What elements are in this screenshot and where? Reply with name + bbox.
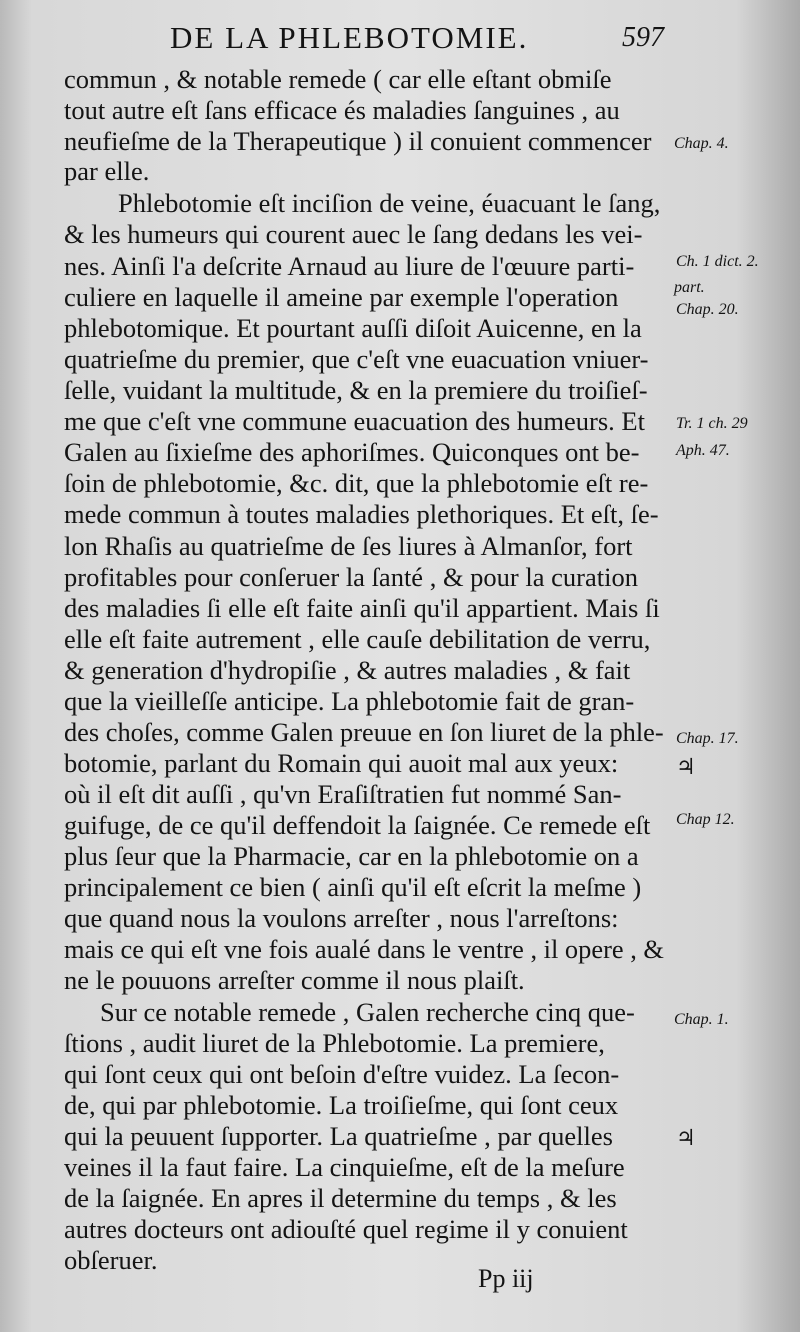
text-line: commun , & notable remede ( car elle eſtant obmiſe — [64, 64, 612, 94]
margin-note: Chap. 17. — [676, 730, 739, 747]
text-line: des maladies ſi elle eſt faite ainſi qu'il appartient. Mais ſi — [64, 593, 660, 623]
running-head-title: DE LA PHLEBOTOMIE. — [170, 20, 529, 55]
text-line: & generation d'hydropiſie , & autres maladies , & fait — [64, 655, 631, 685]
text-line: autres docteurs ont adiouſté quel regime il y conuient — [64, 1214, 628, 1244]
text-line: mais ce qui eſt vne fois aualé dans le ventre , il opere , & — [64, 934, 664, 964]
signature-mark: Pp iij — [478, 1264, 534, 1293]
margin-note: Chap. 4. — [674, 135, 729, 152]
text-line: qui la peuuent ſupporter. La quatrieſme , par quelles — [64, 1121, 613, 1151]
text-line: que la vieilleſſe anticipe. La phlebotomie fait de gran- — [64, 686, 635, 716]
margin-note: part. — [674, 279, 705, 296]
margin-note: Aph. 47. — [676, 442, 730, 459]
text-line: par elle. — [64, 156, 150, 186]
jupiter-symbol-icon: ♃ — [676, 1126, 696, 1151]
text-line: tout autre eſt ſans efficace és maladies ſanguines , au — [64, 95, 620, 125]
text-line: botomie, parlant du Romain qui auoit mal aux yeux: — [64, 748, 619, 778]
text-line: quatrieſme du premier, que c'eſt vne euacuation vniuer- — [64, 344, 649, 374]
text-line: elle eſt faite autrement , elle cauſe debilitation de verru, — [64, 624, 651, 654]
margin-note: Ch. 1 dict. 2. — [676, 253, 759, 270]
margin-note: Chap. 20. — [676, 301, 739, 318]
text-line: culiere en laquelle il ameine par exemple l'operation — [64, 282, 619, 312]
text-line: Galen au ſixieſme des aphoriſmes. Quiconques ont be- — [64, 437, 640, 467]
text-line: que quand nous la voulons arreſter , nous l'arreſtons: — [64, 903, 619, 933]
text-line: ne le pouuons arreſter comme il nous plaiſt. — [64, 965, 525, 995]
text-line: ſtions , audit liuret de la Phlebotomie. La premiere, — [64, 1028, 605, 1058]
jupiter-symbol-icon: ♃ — [676, 755, 696, 780]
margin-note: Chap. 1. — [674, 1011, 729, 1028]
text-line: de la ſaignée. En apres il determine du temps , & les — [64, 1183, 617, 1213]
margin-note: Chap 12. — [676, 811, 735, 828]
text-line: qui ſont ceux qui ont beſoin d'eſtre vuidez. La ſecon- — [64, 1059, 620, 1089]
text-line: des choſes, comme Galen preuue en ſon liuret de la phle- — [64, 717, 664, 747]
text-line: principalement ce bien ( ainſi qu'il eſt eſcrit la meſme ) — [64, 872, 642, 902]
text-line: mede commun à toutes maladies plethoriques. Et eſt, ſe- — [64, 499, 659, 529]
text-line: plus ſeur que la Pharmacie, car en la phlebotomie on a — [64, 841, 639, 871]
text-line: me que c'eſt vne commune euacuation des humeurs. Et — [64, 406, 645, 436]
text-line: neufieſme de la Therapeutique ) il conuient commencer — [64, 126, 652, 156]
text-line: de, qui par phlebotomie. La troiſieſme, qui ſont ceux — [64, 1090, 619, 1120]
text-line: guifuge, de ce qu'il deffendoit la ſaignée. Ce remede eſt — [64, 810, 651, 840]
text-line: nes. Ainſi l'a deſcrite Arnaud au liure de l'œuure parti- — [64, 251, 635, 281]
text-line: profitables pour conſeruer la ſanté , & pour la curation — [64, 562, 638, 592]
margin-note: Tr. 1 ch. 29 — [676, 415, 748, 432]
page-number: 597 — [622, 22, 664, 53]
text-line: veines il la faut faire. La cinquieſme, eſt de la meſure — [64, 1152, 625, 1182]
text-line: phlebotomique. Et pourtant auſſi diſoit Auicenne, en la — [64, 313, 642, 343]
text-line: Phlebotomie eſt inciſion de veine, éuacuant le ſang, — [118, 188, 661, 218]
text-line: Sur ce notable remede , Galen recherche cinq que- — [100, 997, 635, 1027]
text-line: obſeruer. — [64, 1245, 158, 1275]
text-line: lon Rhaſis au quatrieſme de ſes liures à Almanſor, fort — [64, 531, 633, 561]
text-line: & les humeurs qui courent auec le ſang dedans les vei- — [64, 219, 643, 249]
text-line: ſelle, vuidant la multitude, & en la premiere du troiſieſ- — [64, 375, 648, 405]
text-line: ſoin de phlebotomie, &c. dit, que la phlebotomie eſt re- — [64, 468, 649, 498]
text-line: où il eſt dit auſſi , qu'vn Eraſiſtratien fut nommé San- — [64, 779, 622, 809]
